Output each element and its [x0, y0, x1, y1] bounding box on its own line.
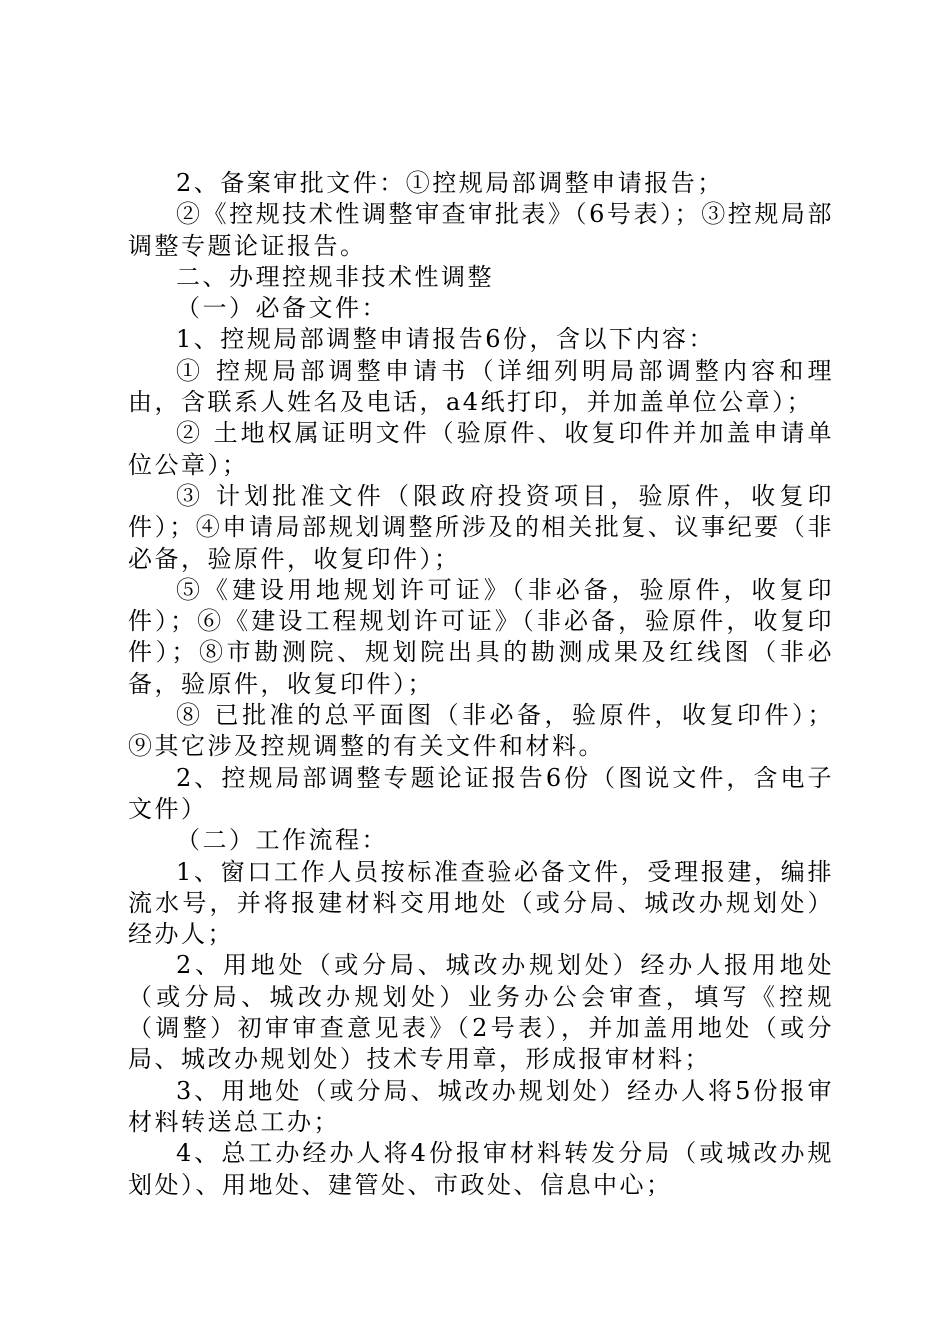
workflow-step-1: 1、窗口工作人员按标准查验必备文件，受理报建，编排流水号，并将报建材料交用地处（或分局、城改办规划处）经办人；: [128, 857, 834, 949]
list-item-application-letter: ① 控规局部调整申请书（详细列明局部调整内容和理由，含联系人姓名及电话，a4纸打印，并加盖单位公章）；: [128, 356, 834, 417]
subsection-heading-required-documents: （一）必备文件：: [176, 294, 388, 323]
paragraph-demonstration-report: 2、控规局部调整专题论证报告6份（图说文件，含电子文件）: [128, 763, 834, 823]
subsection-heading-workflow: （二）工作流程：: [176, 826, 388, 855]
list-item-site-plan: ⑧ 已批准的总平面图（非必备，验原件，收复印件）；⑨其它涉及控规调整的有关文件和材料。: [128, 701, 834, 761]
workflow-step-4: 4、总工办经办人将4份报审材料转发分局（或城改办规划处）、用地处、建管处、市政处、信息中心；: [128, 1139, 834, 1199]
workflow-step-3: 3、用地处（或分局、城改办规划处）经办人将5份报审材料转送总工办；: [128, 1076, 834, 1136]
list-item-permits: ⑤《建设用地规划许可证》（非必备，验原件，收复印件）；⑥《建设工程规划许可证》（非必备，验原件，收复印件）；⑧市勘测院、规划院出具的勘测成果及红线图（非必备，验原件，收复印件）；: [128, 575, 834, 698]
section-heading-non-technical-adjustment: 二、办理控规非技术性调整: [176, 262, 494, 291]
paragraph-filing-approval-docs: 2、备案审批文件：①控规局部调整申请报告；: [176, 169, 724, 197]
list-item-plan-approval: ③ 计划批准文件（限政府投资项目，验原件，收复印件）；④申请局部规划调整所涉及的相关批复、议事纪要（非必备，验原件，收复印件）；: [128, 481, 834, 573]
workflow-step-2: 2、用地处（或分局、城改办规划处）经办人报用地处（或分局、城改办规划处）业务办公会审查，填写《控规（调整）初审审查意见表》（2号表），并加盖用地处（或分局、城改办规划处）技术专用章，形成报审材料；: [128, 951, 834, 1074]
paragraph-technical-adjustment-form: ②《控规技术性调整审查审批表》（6号表）；③控规局部调整专题论证报告。: [128, 200, 834, 260]
document-body: [128, 168, 834, 1201]
paragraph-application-report: 1、控规局部调整申请报告6份，含以下内容：: [176, 325, 716, 354]
list-item-land-ownership: ② 土地权属证明文件（验原件、收复印件并加盖申请单位公章）；: [128, 419, 834, 479]
